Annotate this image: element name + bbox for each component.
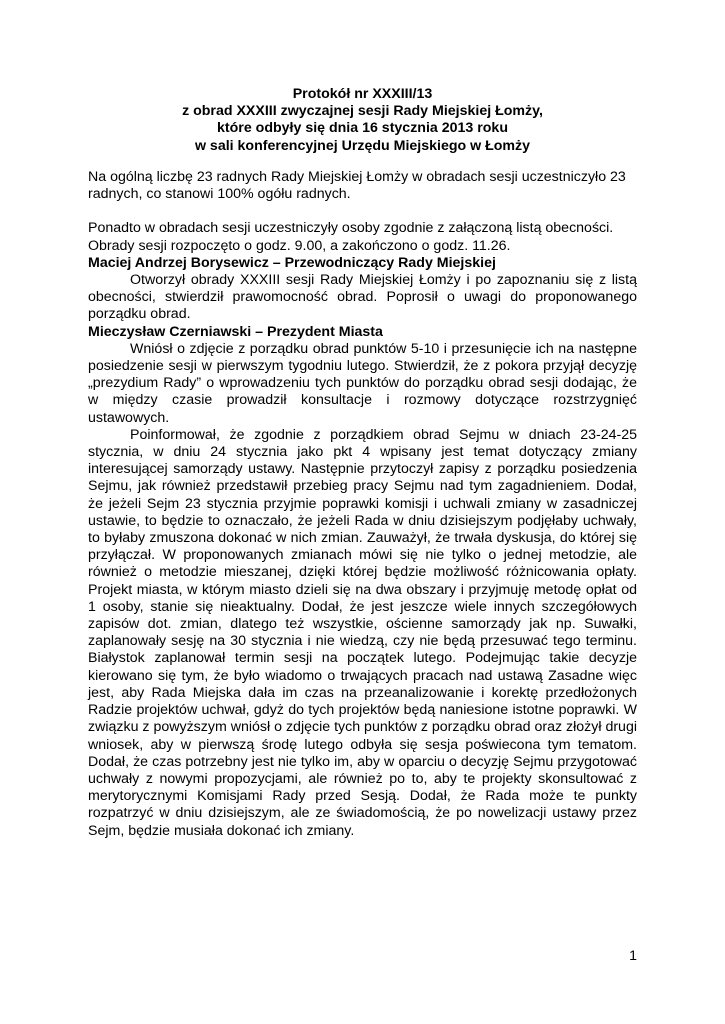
speaker-heading-chairman: Maciej Andrzej Borysewicz – Przewodniczący Rady Miejskiej xyxy=(88,254,496,271)
mayor-paragraph-2: Poinformował, że zgodnie z porządkiem obrad Sejmu w dniach 23-24-25 stycznia, w dniu 24 stycznia jako pkt 4 wpisany jest temat dotyczący zmiany interesującej samorządy ustawy. Następnie przytoczył zapisy z porządku posiedzenia Sejmu, jak również przedstawił przebieg pracy Sejmu nad tym zagadnieniem. Dodał, że jeżeli Sejm 23 stycznia przyjmie poprawki komisji i uchwali zmiany w zasadniczej ustawie, to będzie to oznaczało, że jeżeli Rada w dniu dzisiejszym podjęłaby uchwały, to byłaby zmuszona dokonać w nich zmian. Zauważył, że trwała dyskusja, do której się przyłączał. W proponowanych zmianach mówi się nie tylko o jednej metodzie, ale również o metodzie mieszanej, dzięki której będzie możliwość różnicowania opłaty. Projekt miasta, w którym miasto dzieli się na dwa obszary i przyjmuję metodę opłat od 1 osoby, stanie się nieaktualny. Dodał, że jest jeszcze wiele innych szczegółowych zapisów dot. zmian, dlatego też wszystkie, ościenne samorządy jak np. Suwałki, zaplanowały sesję na 30 stycznia i nie wiedzą, czy nie będą przesuwać tego terminu. Białystok zaplanował termin sesji na początek lutego. Podejmując takie decyzje kierowano się tym, że było wiadomo o trwających pracach nad ustawą Zasadne więc jest, aby Rada Miejska dała im czas na przeanalizowanie i korektę przedłożonych Radzie projektów uchwał, gdyż do tych projektów będą naniesione istotne poprawki. W związku z powyższym wniósł o zdjęcie tych punktów z porządku obrad oraz złożył drugi wniosek, aby w pierwszą środę lutego odbyła się sesja poświecona tym tematom. Dodał, że czas potrzebny jest nie tylko im, aby w oparciu o decyzję Sejmu przygotować uchwały z nowymi propozycjami, ale również po to, aby te projekty skonsultować z merytorycznymi Komisjami Rady przed Sesją. Dodał, że Rada może te punkty rozpatrzyć w dniu dzisiejszym, ale ze świadomością, że po nowelizacji ustawy przez Sejm, będzie musiała dokonać ich zmiany. xyxy=(88,426,637,839)
mayor-paragraph-1: Wniósł o zdjęcie z porządku obrad punktów 5-10 i przesunięcie ich na następne posiedzenie sesji w pierwszym tygodniu lutego. Stwierdził, że z pokora przyjął decyzję „prezydium Rady” o wprowadzeniu tych punktów do porządku obrad sesji dodając, że w między czasie prowadził konsultacje i rozmowy dotyczące rozstrzygnięć ustawowych. xyxy=(88,340,637,426)
session-subtitle: z obrad XXXIII zwyczajnej sesji Rady Miejskiej Łomży, xyxy=(182,103,543,120)
document-header xyxy=(88,86,637,155)
chairman-paragraph: Otworzył obrady XXXIII sesji Rady Miejskiej Łomży i po zapoznaniu się z listą obecności, stwierdził prawomocność obrad. Poprosił o uwagi do proponowanego porządku obrad. xyxy=(88,272,637,323)
session-date: które odbyły się dnia 16 stycznia 2013 roku xyxy=(217,120,508,137)
speaker-heading-mayor: Mieczysław Czerniawski – Prezydent Miasta xyxy=(88,323,383,340)
document-body xyxy=(88,169,637,840)
guests-paragraph xyxy=(88,220,637,254)
protocol-title: Protokół nr XXXIII/13 xyxy=(292,86,433,102)
session-location: w sali konferencyjnej Urzędu Miejskiego w Łomży xyxy=(194,137,531,154)
session-time-line: Obrady sesji rozpoczęto o godz. 9.00, a zakończono o godz. 11.26. xyxy=(88,237,511,254)
guests-line: Ponadto w obradach sesji uczestniczyły osoby zgodnie z załączoną listą obecności. xyxy=(88,220,614,237)
page-number: 1 xyxy=(629,948,637,964)
attendance-paragraph: Na ogólną liczbę 23 radnych Rady Miejskiej Łomży w obradach sesji uczestniczyło 23 radnych, co stanowi 100% ogółu radnych. xyxy=(88,169,626,203)
